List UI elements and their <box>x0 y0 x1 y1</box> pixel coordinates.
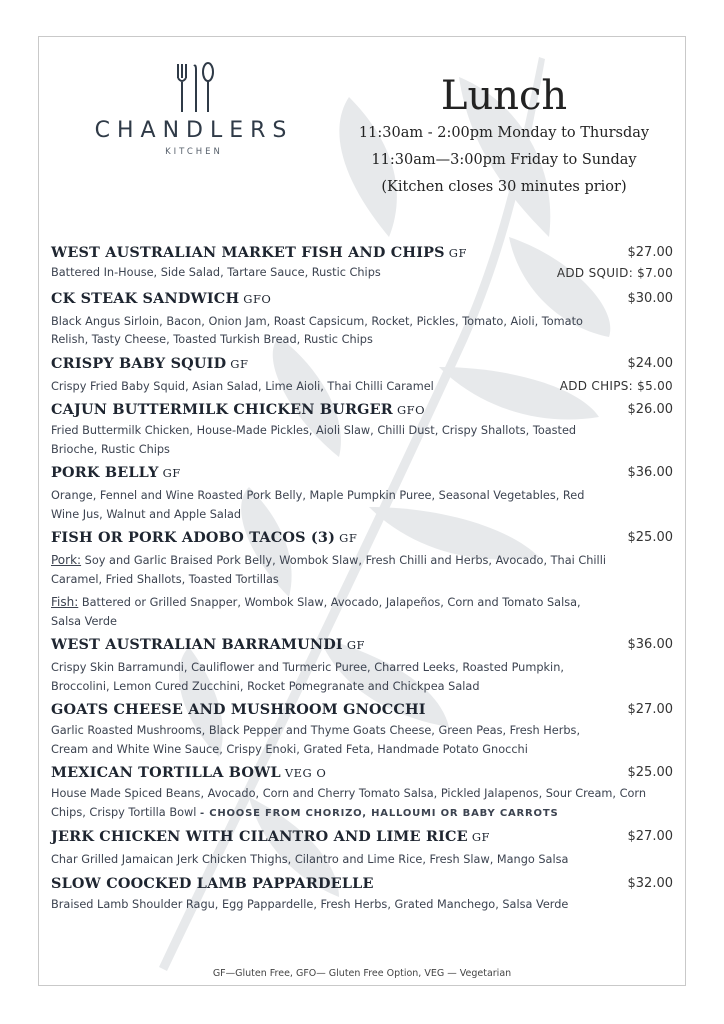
item-name: CRISPY BABY SQUID <box>51 354 227 372</box>
item-name: WEST AUSTRALIAN BARRAMUNDI <box>51 636 343 653</box>
item-name: WEST AUSTRALIAN MARKET FISH AND CHIPS <box>51 244 445 261</box>
menu-item <box>51 528 673 631</box>
dietary-tag: GF <box>162 466 181 480</box>
pork-text: Soy and Garlic Braised Pork Belly, Wombok Slaw, Fresh Chilli and Herbs, Avocado, Thai Chilli Caramel, Fried Shallots, Toasted Tortillas <box>51 554 606 586</box>
item-description: Black Angus Sirloin, Bacon, Onion Jam, Roast Capsicum, Rocket, Pickles, Tomato, Aioli, Tomato Relish, Tasty Cheese, Toasted Turkish Bread, Rustic Chips <box>51 314 583 346</box>
item-price: $24.00 <box>627 355 673 371</box>
dietary-tag: GFO <box>243 291 272 306</box>
item-price: $27.00 <box>627 829 673 844</box>
item-name: FISH OR PORK ADOBO TACOS (3) <box>51 529 336 546</box>
item-description-text: House Made Spiced Beans, Avocado, Corn and Cherry Tomato Salsa, Pickled Jalapenos, Sour Cream, Corn Chips, Crispy Tortilla Bowl <box>51 787 646 819</box>
dietary-tag: GF <box>346 638 365 652</box>
item-name: JERK CHICKEN WITH CILANTRO AND LIME RICE <box>51 828 468 845</box>
menu-item <box>51 400 673 459</box>
menu-item <box>51 354 673 397</box>
item-price: $36.00 <box>627 637 673 652</box>
menu-list <box>51 243 673 918</box>
menu-item <box>51 700 673 759</box>
dietary-legend: GF—Gluten Free, GFO— Gluten Free Option, VEG — Vegetarian <box>212 968 512 979</box>
item-description: Crispy Fried Baby Squid, Asian Salad, Lime Aioli, Thai Chilli Caramel <box>51 379 434 393</box>
dietary-tag: GF <box>339 531 358 545</box>
dietary-tag: GF <box>471 830 491 844</box>
item-description: Orange, Fennel and Wine Roasted Pork Belly, Maple Pumpkin Puree, Seasonal Vegetables, Red Wine Jus, Walnut and Apple Salad <box>51 489 585 521</box>
cutlery-icon <box>170 62 218 114</box>
menu-item <box>51 243 673 283</box>
item-name: GOATS CHEESE AND MUSHROOM GNOCCHI <box>51 701 426 718</box>
brand-subtitle: KITCHEN <box>165 147 223 157</box>
fish-label: Fish: <box>51 595 79 609</box>
item-price: $32.00 <box>627 875 673 891</box>
item-description: Braised Lamb Shoulder Ragu, Egg Pappardelle, Fresh Herbs, Grated Manchego, Salsa Verde <box>51 897 569 911</box>
fish-text: Battered or Grilled Snapper, Wombok Slaw, Avocado, Jalapeños, Corn and Tomato Salsa, Salsa Verde <box>51 596 581 628</box>
page-title: Lunch <box>440 73 568 119</box>
dietary-tag: GF <box>230 356 249 371</box>
menu-item <box>51 827 673 870</box>
hours-line: (Kitchen closes 30 minutes prior) <box>381 179 627 195</box>
brand-name: CHANDLERS <box>94 118 294 143</box>
dietary-tag: VEG O <box>284 766 327 780</box>
item-price: $30.00 <box>627 290 673 306</box>
menu-item <box>51 874 673 915</box>
dietary-tag: GF <box>448 246 467 260</box>
item-price: $27.00 <box>627 245 673 260</box>
item-addon: ADD SQUID: $7.00 <box>556 266 673 280</box>
item-options: - CHOOSE FROM CHORIZO, HALLOUMI OR BABY CARROTS <box>199 807 559 819</box>
item-description-pork <box>51 551 673 589</box>
item-description: Garlic Roasted Mushrooms, Black Pepper and Thyme Goats Cheese, Green Peas, Fresh Herbs, Cream and White Wine Sauce, Crispy Enoki, Grated Feta, Handmade Potato Gnocchi <box>51 724 581 756</box>
item-description <box>51 785 673 823</box>
item-description: Battered In-House, Side Salad, Tartare Sauce, Rustic Chips <box>51 266 381 279</box>
pork-label: Pork: <box>51 553 82 567</box>
item-name: CK STEAK SANDWICH <box>51 289 240 307</box>
menu-item <box>51 289 673 350</box>
item-name: MEXICAN TORTILLA BOWL <box>51 764 281 781</box>
item-name: CAJUN BUTTERMILK CHICKEN BURGER <box>51 401 393 418</box>
item-description-fish <box>51 593 673 631</box>
item-price: $26.00 <box>627 402 673 417</box>
item-description: Fried Buttermilk Chicken, House-Made Pickles, Aioli Slaw, Chilli Dust, Crispy Shallots, Toasted Brioche, Rustic Chips <box>51 424 577 456</box>
item-name: SLOW COOCKED LAMB PAPPARDELLE <box>51 874 374 892</box>
item-addon: ADD CHIPS: $5.00 <box>559 378 673 393</box>
item-price: $25.00 <box>627 765 673 780</box>
hours-line: 11:30am - 2:00pm Monday to Thursday <box>358 125 650 141</box>
item-description: Crispy Skin Barramundi, Cauliflower and Turmeric Puree, Charred Leeks, Roasted Pumpkin, Broccolini, Lemon Cured Zucchini, Rocket Pomegranate and Chickpea Salad <box>51 661 564 693</box>
item-price: $27.00 <box>627 702 673 717</box>
item-price: $36.00 <box>627 465 673 480</box>
menu-header <box>340 72 668 201</box>
item-name: PORK BELLY <box>51 464 159 481</box>
item-description: Char Grilled Jamaican Jerk Chicken Thighs, Cilantro and Lime Rice, Fresh Slaw, Mango Salsa <box>51 853 569 866</box>
menu-item <box>51 635 673 696</box>
logo <box>66 62 322 157</box>
menu-item <box>51 763 673 823</box>
item-price: $25.00 <box>627 530 673 545</box>
dietary-tag: GFO <box>396 403 426 417</box>
menu-item <box>51 463 673 524</box>
hours-line: 11:30am—3:00pm Friday to Sunday <box>371 152 637 168</box>
